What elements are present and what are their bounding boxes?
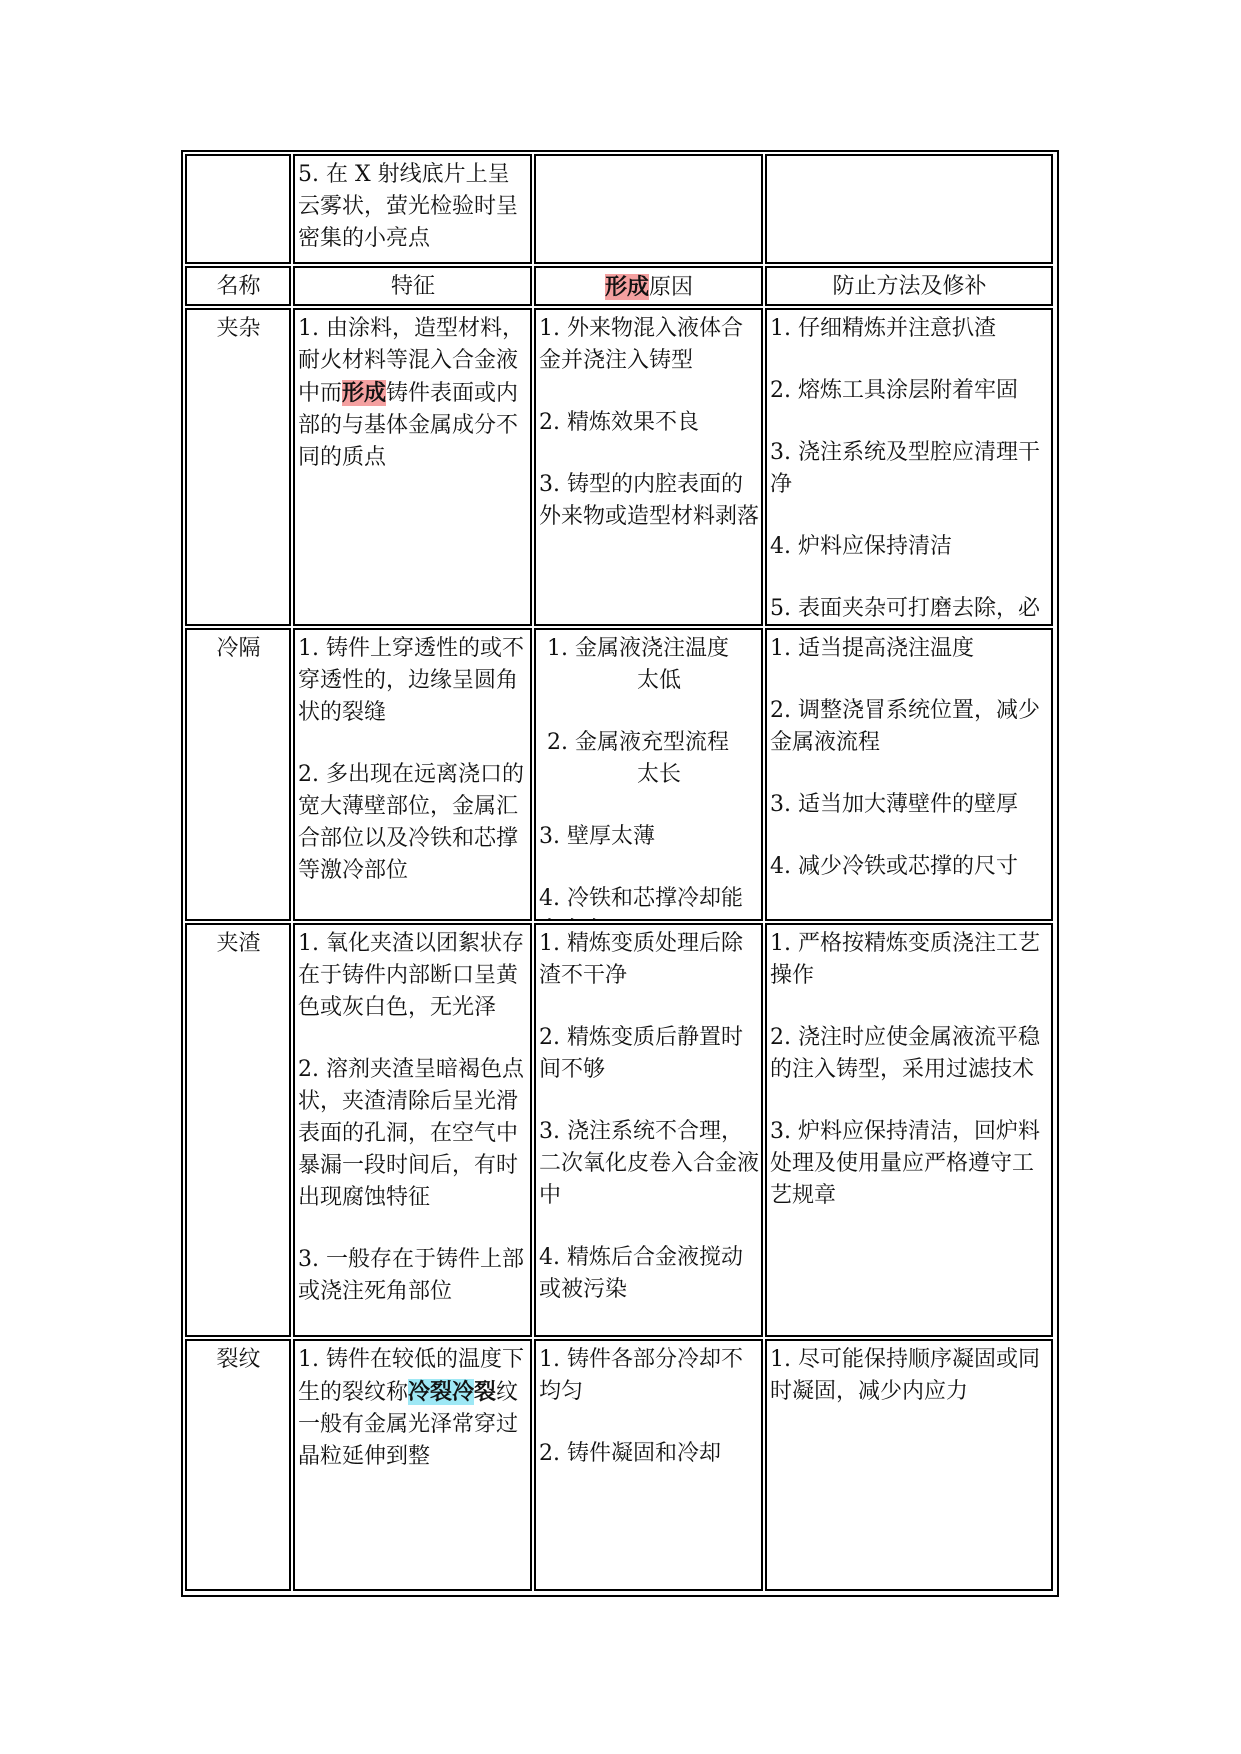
cause-item: 4. 精炼后合金液搅动或被污染	[539, 1245, 743, 1302]
prevention-item: 4. 炉料应保持清洁	[770, 534, 952, 559]
row-crack-prevention	[765, 1339, 1053, 1591]
highlight-term: 形成	[342, 380, 387, 406]
highlight-term: 冷裂冷	[408, 1379, 475, 1405]
cause-item: 1. 外来物混入液体合金并浇注入铸型	[539, 316, 743, 373]
header-feature-label: 特征	[390, 274, 435, 299]
row-slag-feature	[293, 923, 532, 1337]
row-inclusion-name	[185, 308, 291, 626]
cause-item: 4. 冷铁和芯撑冷却能	[539, 886, 743, 911]
cause-item: 2. 精炼效果不良	[539, 410, 699, 435]
prevention-item: 2. 熔炼工具涂层附着牢固	[770, 378, 1018, 403]
header-cause-label: 原因	[649, 275, 694, 300]
feature-text: 铸件表面或内部的与基体金属成分不同的质点	[298, 381, 519, 470]
row-slag-name	[185, 923, 291, 1337]
row-coldshut-causes	[534, 628, 763, 921]
prevention-item: 1. 适当提高浇注温度	[770, 636, 974, 661]
header-cause	[534, 266, 763, 306]
feature-text: 1. 铸件在较低的温度下生的裂纹称	[298, 1347, 524, 1405]
cause-item: 1. 精炼变质处理后除渣不干净	[539, 931, 743, 988]
cause-item: 3. 浇注系统不合理，二次氧化皮卷入合金液中	[539, 1119, 760, 1208]
cause-item	[539, 633, 759, 697]
cause-item-line: 2. 金属液充型流程	[547, 730, 729, 755]
feature-text: 1. 由涂料，造型材料，耐火材料等混入合金液中而	[298, 316, 524, 406]
feature-paragraph	[298, 1344, 528, 1473]
cause-item: 2. 铸件凝固和冷却	[539, 1441, 721, 1466]
cause-item: 2. 精炼变质后静置时间不够	[539, 1025, 743, 1082]
header-name-label: 名称	[216, 274, 261, 299]
cont-prevention-cell	[765, 154, 1053, 264]
feature-paragraph: 2. 溶剂夹渣呈暗褐色点状，夹渣清除后呈光滑表面的孔洞，在空气中暴漏一段时间后，有时出现腐蚀特征	[298, 1057, 524, 1210]
prevention-item: 1. 仔细精炼并注意扒渣	[770, 316, 996, 341]
prevention-item: 2. 调整浇冒系统位置，减少金属液流程	[770, 698, 1040, 755]
header-prevention	[765, 266, 1053, 306]
prevention-item: 1. 严格按精炼变质浇注工艺操作	[770, 931, 1040, 988]
row-name-label: 夹杂	[216, 316, 261, 341]
row-name-label: 裂纹	[216, 1347, 261, 1372]
prevention-item: 3. 浇注系统及型腔应清理干净	[770, 440, 1040, 497]
row-inclusion-prevention	[765, 308, 1053, 626]
bold-term: 裂	[474, 1379, 497, 1405]
cause-item: 1. 铸件各部分冷却不均匀	[539, 1347, 743, 1404]
cause-item-line: 太低	[637, 668, 682, 693]
cont-feature-cell	[293, 154, 532, 264]
cont-feature-text: 5. 在 X 射线底片上呈云雾状，萤光检验时呈密集的小亮点	[298, 162, 519, 251]
prevention-item: 3. 炉料应保持清洁，回炉料处理及使用量应严格遵守工艺规章	[770, 1119, 1040, 1208]
feature-paragraph: 1. 氧化夹渣以团絮状存在于铸件内部断口呈黄色或灰白色，无光泽	[298, 931, 524, 1020]
row-name-label: 夹渣	[216, 931, 261, 956]
row-crack-causes	[534, 1339, 763, 1591]
cont-cause-cell	[534, 154, 763, 264]
row-coldshut-prevention	[765, 628, 1053, 921]
row-name-label: 冷隔	[216, 636, 261, 661]
cause-item-line: 太长	[637, 762, 682, 787]
cont-name-cell	[185, 154, 291, 264]
header-name	[185, 266, 291, 306]
header-feature	[293, 266, 532, 306]
feature-paragraph	[298, 313, 528, 474]
row-inclusion-feature	[293, 308, 532, 626]
row-slag-prevention	[765, 923, 1053, 1337]
feature-paragraph: 2. 多出现在远离浇口的宽大薄壁部位，金属汇合部位以及冷铁和芯撑等激冷部位	[298, 762, 524, 883]
row-coldshut-feature	[293, 628, 532, 921]
prevention-item: 2. 浇注时应使金属液流平稳的注入铸型，采用过滤技术	[770, 1025, 1040, 1082]
prevention-item: 5. 表面夹杂可打磨去除，必	[770, 596, 1040, 621]
row-inclusion-causes	[534, 308, 763, 626]
cause-item: 3. 壁厚太薄	[539, 824, 655, 849]
cause-item-line: 1. 金属液浇注温度	[547, 636, 729, 661]
header-cause-highlight: 形成	[604, 274, 649, 300]
cause-item	[539, 727, 759, 791]
prevention-item: 3. 适当加大薄壁件的壁厚	[770, 792, 1018, 817]
feature-text: 纹一般有金属光泽常穿过晶粒延伸到整	[298, 1380, 519, 1469]
row-slag-causes	[534, 923, 763, 1337]
prevention-item: 4. 减少冷铁或芯撑的尺寸	[770, 854, 1018, 879]
header-prevention-label: 防止方法及修补	[832, 274, 987, 299]
cause-item: 3. 铸型的内腔表面的外来物或造型材料剥落	[539, 472, 760, 529]
prevention-item: 1. 尽可能保持顺序凝固或同时凝固，减少内应力	[770, 1347, 1040, 1404]
row-crack-feature	[293, 1339, 532, 1591]
feature-paragraph: 1. 铸件上穿透性的或不穿透性的，边缘呈圆角状的裂缝	[298, 636, 524, 725]
defect-table	[181, 150, 1059, 1597]
row-crack-name	[185, 1339, 291, 1591]
row-coldshut-name	[185, 628, 291, 921]
feature-paragraph: 3. 一般存在于铸件上部或浇注死角部位	[298, 1247, 524, 1304]
